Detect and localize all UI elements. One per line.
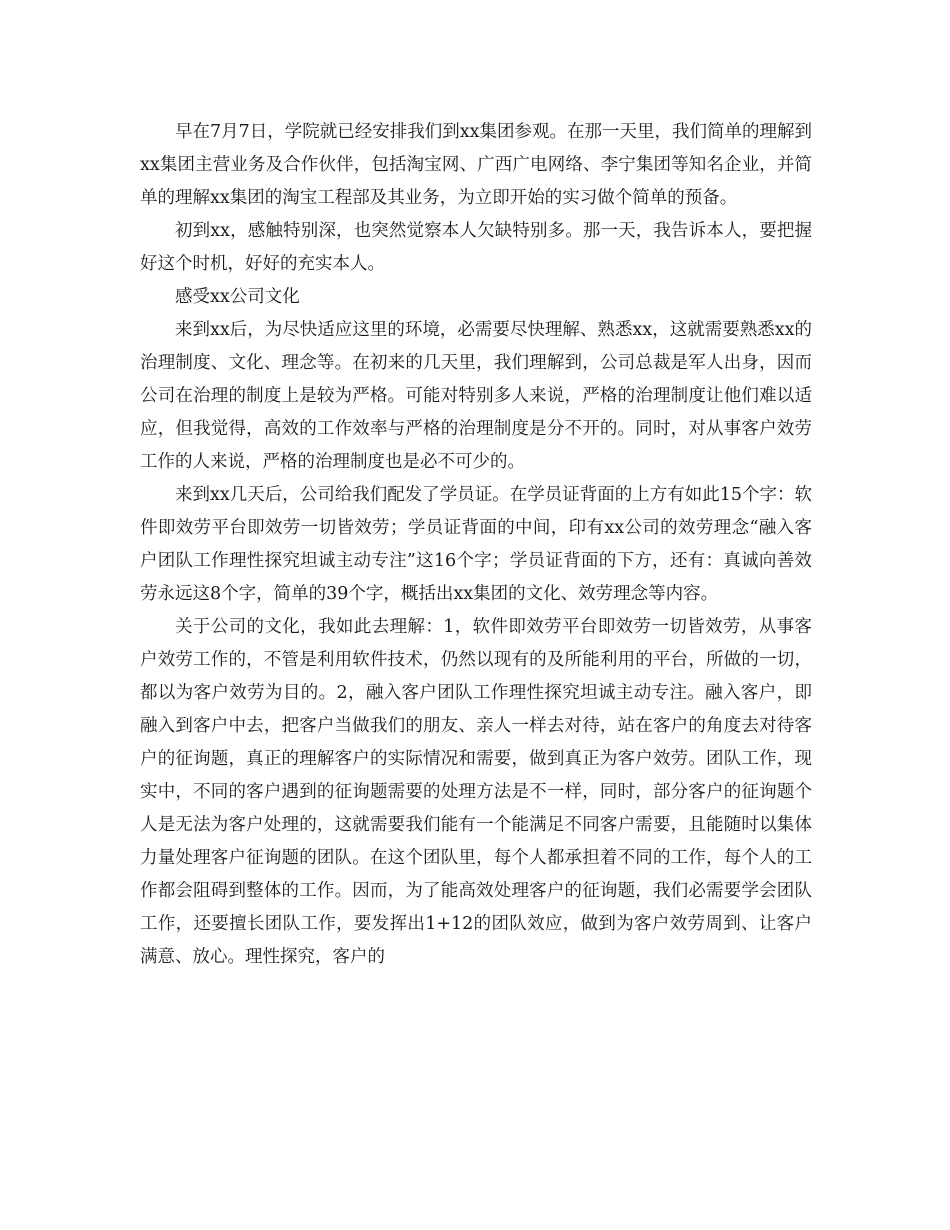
paragraph-visit-intro: 早在7月7日，学院就已经安排我们到xx集团参观。在那一天里，我们简单的理解到xx集团主营业务及合作伙伴，包括淘宝网、广西广电网络、李宁集团等知名企业，并简单的理解xx集团的淘宝工程部及其业务，为立即开始的实习做个简单的预备。: [140, 122, 813, 208]
paragraph-student-card: 来到xx几天后，公司给我们配发了学员证。在学员证背面的上方有如此15个字：软件即效劳平台即效劳一切皆效劳；学员证背面的中间，印有xx公司的效劳理念“融入客户团队工作理性探究坦诚主动专注”这16个字；学员证背面的下方，还有：真诚向善效劳永远这8个字，简单的39个字，概括出xx集团的文化、效劳理念等内容。: [140, 485, 813, 604]
paragraph-management-system: 来到xx后，为尽快适应这里的环境，必需要尽快理解、熟悉xx，这就需要熟悉xx的治理制度、文化、理念等。在初来的几天里，我们理解到，公司总裁是军人出身，因而公司在治理的制度上是较为严格。可能对特别多人来说，严格的治理制度让他们难以适应，但我觉得，高效的工作效率与严格的治理制度是分不开的。同时，对从事客户效劳工作的人来说，严格的治理制度也是必不可少的。: [140, 320, 812, 472]
section-heading-company-culture: 感受xx公司文化: [175, 287, 300, 307]
paragraph-culture-understanding: 关于公司的文化，我如此去理解：1，软件即效劳平台即效劳一切皆效劳，从事客户效劳工作的，不管是利用软件技术，仍然以现有的及所能利用的平台，所做的一切，都以为客户效劳为目的。2，融入客户团队工作理性探究坦诚主动专注。融入客户，即融入到客户中去，把客户当做我们的朋友、亲人一样去对待，站在客户的角度去对待客户的征询题，真正的理解客户的实际情况和需要，做到真正为客户效劳。团队工作，现实中，不同的客户遇到的征询题需要的处理方法是不一样，同时，部分客户的征询题个人是无法为客户处理的，这就需要我们能有一个能满足不同客户需要，且能随时以集体力量处理客户征询题的团队。在这个团队里，每个人都承担着不同的工作，每个人的工作都会阻碍到整体的工作。因而，为了能高效处理客户的征询题，我们必需要学会团队工作，还要擅长团队工作，要发挥出1+12的团队效应，做到为客户效劳周到、让客户满意、放心。理性探究，客户的: [140, 617, 812, 967]
document-body: [140, 116, 812, 974]
paragraph-first-impression: 初到xx，感触特别深，也突然觉察本人欠缺特别多。那一天，我告诉本人，要把握好这个时机，好好的充实本人。: [140, 221, 812, 274]
